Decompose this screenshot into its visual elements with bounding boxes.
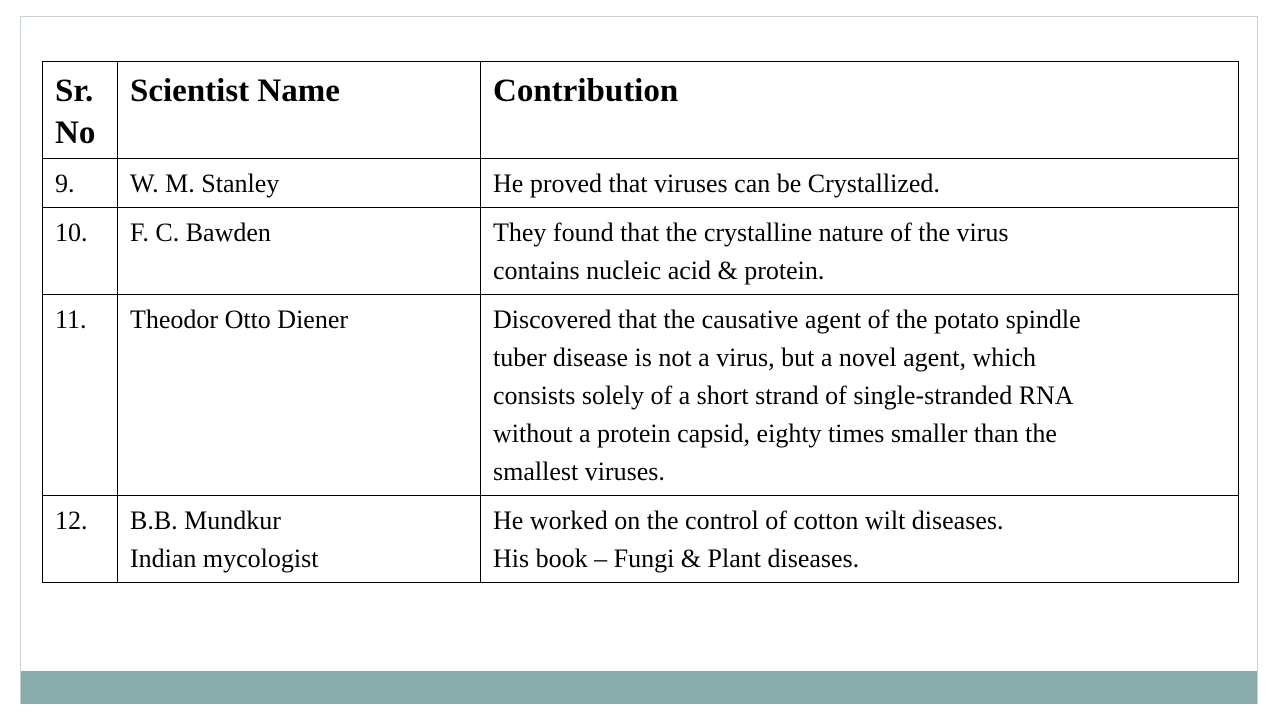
table-row — [43, 295, 1239, 496]
contribution-line: smallest viruses. — [493, 457, 665, 486]
cell-scientist-name — [118, 208, 481, 295]
contribution-line: Discovered that the causative agent of the potato spindle — [493, 305, 1081, 334]
cell-sr-no: 9. — [43, 159, 118, 208]
header-sr-no — [43, 62, 118, 159]
scientist-name-line: B.B. Mundkur — [130, 506, 281, 535]
cell-scientist-name — [118, 496, 481, 583]
contribution-line: They found that the crystalline nature of the virus — [493, 218, 1009, 247]
header-scientist-name: Scientist Name — [118, 62, 481, 159]
cell-sr-no: 12. — [43, 496, 118, 583]
table-row — [43, 208, 1239, 295]
contribution-line: He proved that viruses can be Crystallized. — [493, 169, 940, 198]
scientist-name-line: F. C. Bawden — [130, 218, 271, 247]
header-contribution: Contribution — [481, 62, 1239, 159]
table-header-row — [43, 62, 1239, 159]
cell-contribution — [481, 208, 1239, 295]
cell-contribution — [481, 496, 1239, 583]
scientist-name-line: W. M. Stanley — [130, 169, 280, 198]
contribution-line: contains nucleic acid & protein. — [493, 256, 825, 285]
header-sr-no-line1: Sr. — [55, 73, 94, 109]
footer-bar — [21, 671, 1257, 704]
scientist-name-line: Theodor Otto Diener — [130, 305, 349, 334]
table-row — [43, 496, 1239, 583]
contribution-line: consists solely of a short strand of single-stranded RNA — [493, 381, 1074, 410]
cell-sr-no: 10. — [43, 208, 118, 295]
cell-scientist-name — [118, 295, 481, 496]
header-sr-no-line2: No — [55, 115, 96, 151]
contribution-line: without a protein capsid, eighty times smaller than the — [493, 419, 1057, 448]
table-row — [43, 159, 1239, 208]
contribution-line: His book – Fungi & Plant diseases. — [493, 544, 860, 573]
cell-contribution — [481, 295, 1239, 496]
cell-scientist-name — [118, 159, 481, 208]
scientist-contribution-table — [42, 61, 1239, 583]
contribution-line: He worked on the control of cotton wilt diseases. — [493, 506, 1004, 535]
contribution-line: tuber disease is not a virus, but a novel agent, which — [493, 343, 1036, 372]
scientist-description-line: Indian mycologist — [130, 544, 319, 573]
cell-contribution — [481, 159, 1239, 208]
cell-sr-no: 11. — [43, 295, 118, 496]
